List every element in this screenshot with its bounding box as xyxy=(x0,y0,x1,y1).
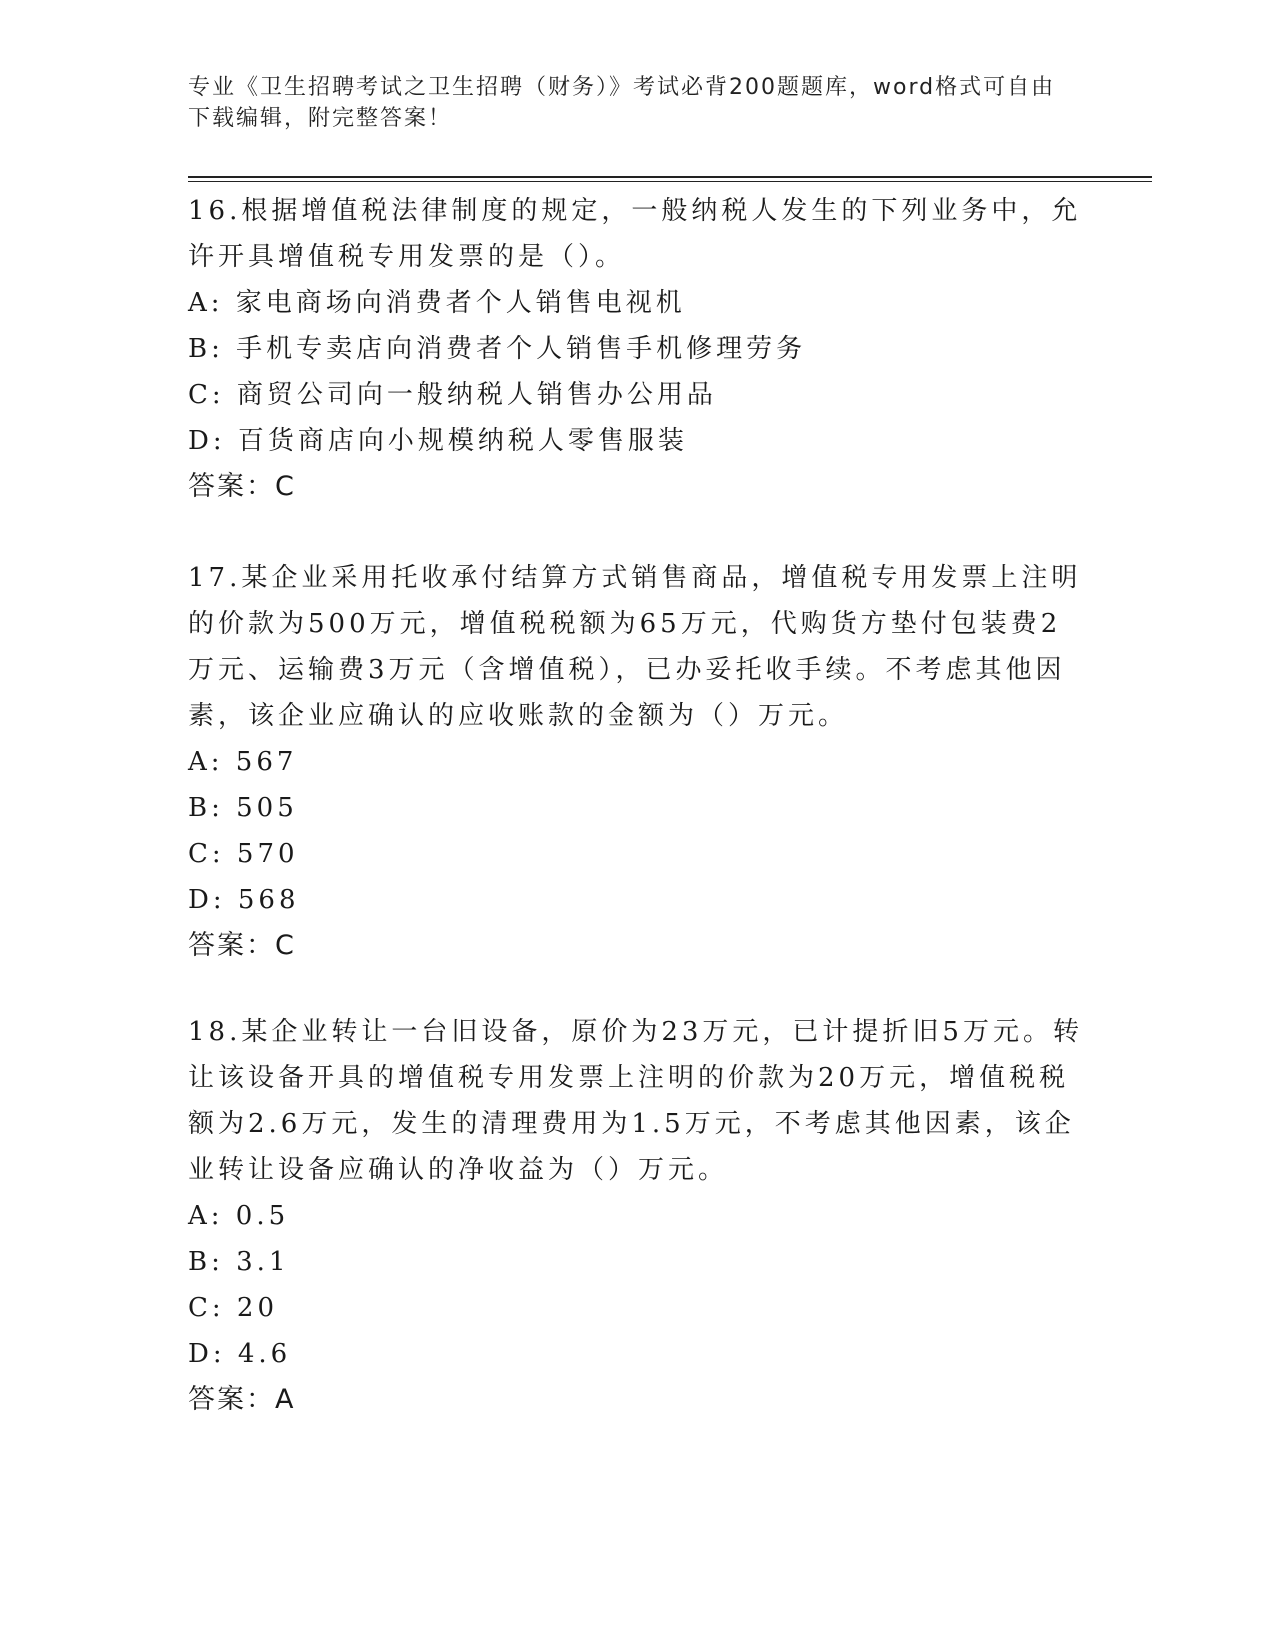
option-d: D: 568 xyxy=(188,885,300,915)
option-c: C: 570 xyxy=(188,839,299,869)
question-18 xyxy=(188,1009,1088,1423)
option-b: B: 505 xyxy=(188,793,298,823)
option-b: B: 3.1 xyxy=(188,1247,290,1277)
question-stem: 17.某企业采用托收承付结算方式销售商品，增值税专用发票上注明的价款为500万元，增值税税额为65万元，代购货方垫付包装费2万元、运输费3万元（含增值税），已办妥托收手续。不考虑其他因素，该企业应确认的应收账款的金额为（）万元。 xyxy=(188,563,1082,731)
option-a: A: 0.5 xyxy=(188,1201,290,1231)
question-17 xyxy=(188,555,1088,969)
answer-line: 答案：C xyxy=(188,930,296,961)
question-stem: 18.某企业转让一台旧设备，原价为23万元，已计提折旧5万元。转让该设备开具的增值税专用发票上注明的价款为20万元，增值税税额为2.6万元，发生的清理费用为1.5万元，不考虑其他因素，该企业转让设备应确认的净收益为（）万元。 xyxy=(188,1017,1083,1185)
answer-line: 答案：C xyxy=(188,471,296,502)
header-divider-thin xyxy=(188,181,1152,182)
option-d: D: 百货商店向小规模纳税人零售服装 xyxy=(188,426,688,456)
option-b: B: 手机专卖店向消费者个人销售手机修理劳务 xyxy=(188,334,807,364)
option-a: A: 567 xyxy=(188,747,298,777)
option-d: D: 4.6 xyxy=(188,1339,292,1369)
question-16 xyxy=(188,188,1088,510)
option-c: C: 20 xyxy=(188,1293,279,1323)
answer-line: 答案：A xyxy=(188,1384,296,1415)
option-a: A: 家电商场向消费者个人销售电视机 xyxy=(188,288,686,318)
option-c: C: 商贸公司向一般纳税人销售办公用品 xyxy=(188,380,717,410)
question-stem: 16.根据增值税法律制度的规定，一般纳税人发生的下列业务中，允许开具增值税专用发票的是（）。 xyxy=(188,196,1082,272)
header-divider-thick xyxy=(188,176,1152,178)
document-header: 专业《卫生招聘考试之卫生招聘（财务）》考试必背200题题库，word格式可自由下载编辑，附完整答案！ xyxy=(188,75,1056,131)
